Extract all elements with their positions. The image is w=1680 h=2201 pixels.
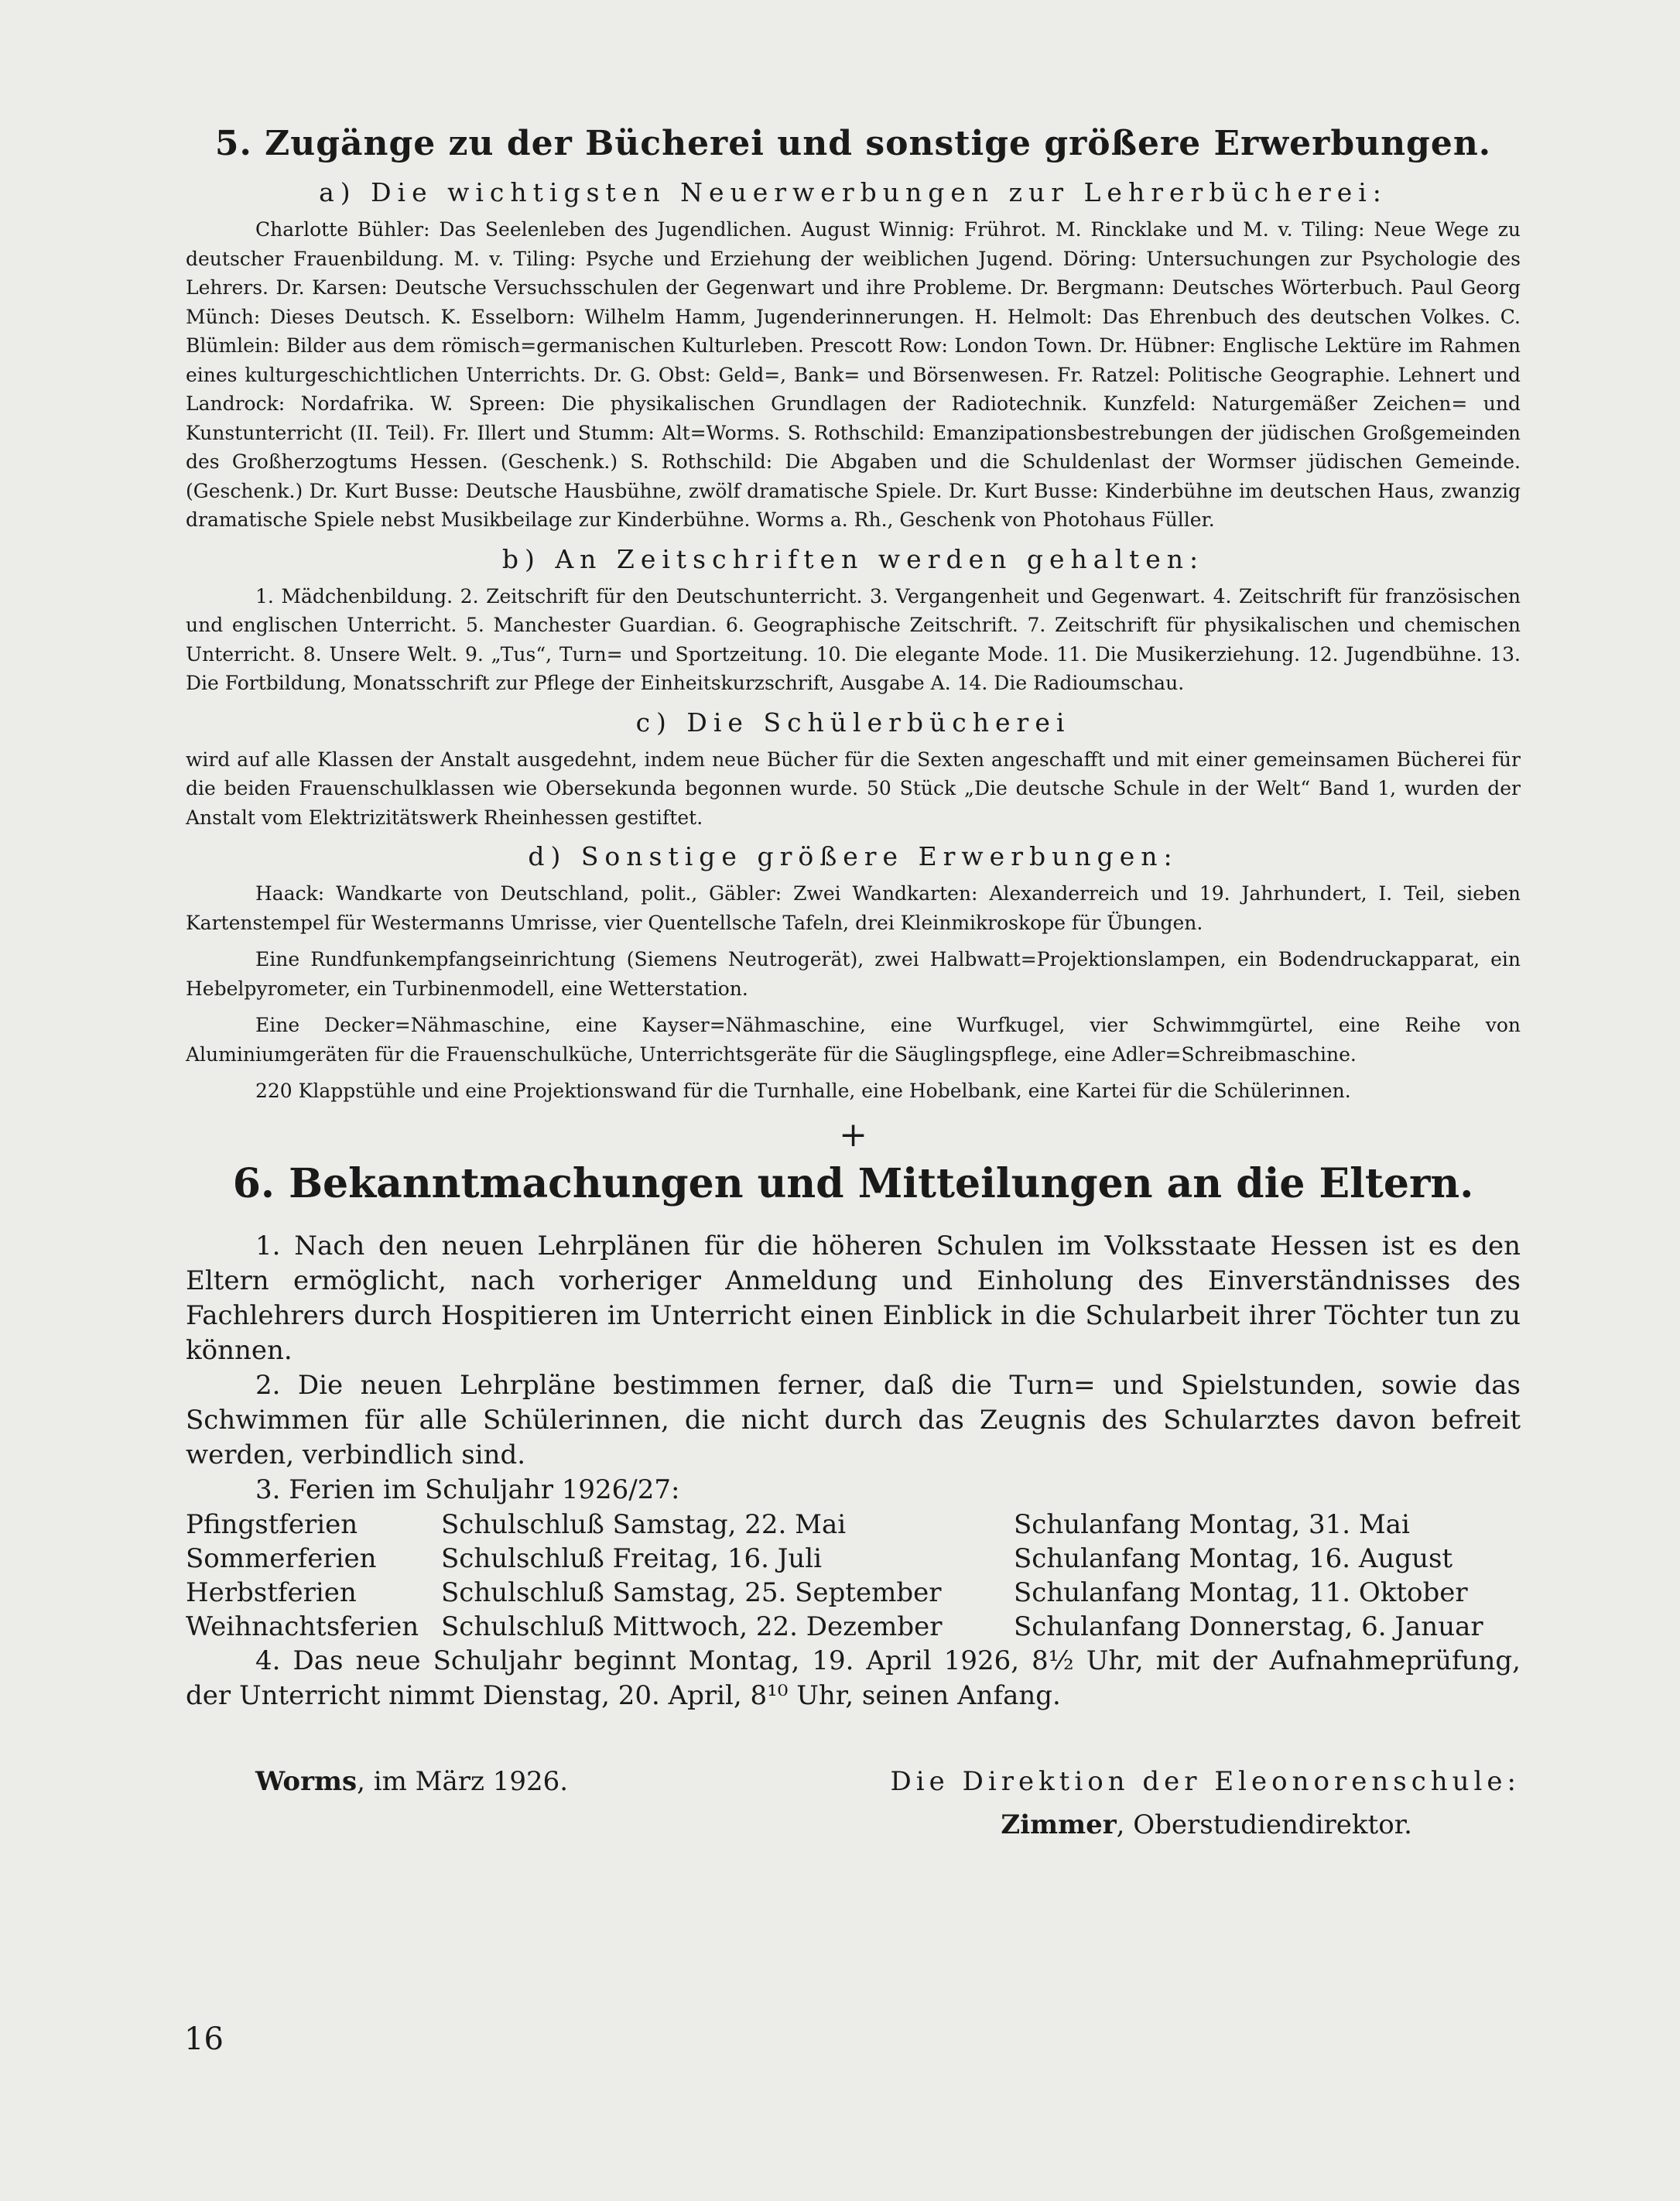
ferien-schulanfang: Schulanfang Montag, 16. August	[1014, 1542, 1453, 1574]
section-6-title: 6. Bekanntmachungen und Mitteilungen an die Eltern.	[232, 1159, 1474, 1207]
subsection-c-heading: c) Die Schülerbücherei	[635, 707, 1071, 738]
page-number: 16	[184, 2021, 224, 2057]
subsection-d-paragraph: Haack: Wandkarte von Deutschland, polit., Gäbler: Zwei Wandkarten: Alexanderreich und 19. Jahrhundert, I. Teil, sieben Kartenstempel für Westermanns Umrisse, vier Quentellsche Tafeln, drei Kleinmikroskope für Übungen.	[186, 882, 1521, 934]
notice-paragraph-1: 1. Nach den neuen Lehrplänen für die höheren Schulen im Volksstaate Hessen ist es den Eltern ermöglicht, nach vorheriger Anmeldung und Einholung des Einverständnisses des Fachlehrers durch Hospitieren im Unterricht einen Einblick in die Schularbeit ihrer Töchter tun zu können.	[186, 1230, 1521, 1366]
ferien-schulschluss: Schulschluß Samstag, 22. Mai	[441, 1508, 847, 1540]
ferien-schulanfang: Schulanfang Montag, 11. Oktober	[1014, 1576, 1468, 1608]
ferien-schulanfang: Schulanfang Donnerstag, 6. Januar	[1014, 1611, 1483, 1642]
date-text: , im März 1926.	[357, 1765, 569, 1797]
table-row	[186, 1576, 1521, 1610]
subsection-d-paragraph: Eine Decker=Nähmaschine, eine Kayser=Nähmaschine, eine Wurfkugel, vier Schwimmgürtel, eine Reihe von Aluminiumgeräten für die Frauenschulküche, Unterrichtsgeräte für die Säuglingspflege, eine Adler=Schreibmaschine.	[186, 1014, 1521, 1066]
signature-block	[186, 1766, 1521, 1851]
notice-paragraph-4: 4. Das neue Schuljahr beginnt Montag, 19. April 1926, 8½ Uhr, mit der Aufnahmeprüfung, der Unterricht nimmt Dienstag, 20. April, 8¹⁰ Uhr, seinen Anfang.	[186, 1645, 1521, 1711]
school-direction: Die Direktion der Eleonorenschule:	[890, 1765, 1521, 1797]
place-date	[255, 1766, 568, 1797]
subsection-c-text: wird auf alle Klassen der Anstalt ausgedehnt, indem neue Bücher für die Sexten angeschafft und mit einer gemeinsamen Bücherei für die beiden Frauenschulklassen wie Obersekunda begonnen wurde. 50 Stück „Die deutsche Schule in der Welt“ Band 1, wurden der Anstalt vom Elektrizitätswerk Rheinhessen gestiftet.	[186, 748, 1521, 829]
table-row	[186, 1542, 1521, 1576]
notice-paragraph-2: 2. Die neuen Lehrpläne bestimmen ferner, daß die Turn= und Spielstunden, sowie das Schwimmen für alle Schülerinnen, die nicht durch das Zeugnis des Schularztes davon befreit werden, verbindlich sind.	[186, 1369, 1521, 1470]
signatory-title: , Oberstudiendirektor.	[1116, 1809, 1412, 1840]
ferien-name: Weihnachtsferien	[186, 1611, 419, 1642]
subsection-d-paragraph: 220 Klappstühle und eine Projektionswand für die Turnhalle, eine Hobelbank, eine Kartei für die Schülerinnen.	[255, 1080, 1351, 1102]
ferien-table	[186, 1508, 1521, 1644]
page-content	[186, 124, 1521, 1851]
subsection-d-paragraph: Eine Rundfunkempfangseinrichtung (Siemens Neutrogerät), zwei Halbwatt=Projektionslampen, ein Bodendruckapparat, ein Hebelpyrometer, ein Turbinenmodell, eine Wetterstation.	[186, 948, 1521, 1000]
signatory-name: Zimmer	[1001, 1809, 1117, 1840]
ferien-schulanfang: Schulanfang Montag, 31. Mai	[1014, 1508, 1410, 1540]
signatory	[1001, 1809, 1412, 1840]
subsection-a-heading: a) Die wichtigsten Neuerwerbungen zur Lehrerbücherei:	[319, 177, 1387, 207]
subsection-b-text: 1. Mädchenbildung. 2. Zeitschrift für den Deutschunterricht. 3. Vergangenheit und Gegenwart. 4. Zeitschrift für französischen und englischen Unterricht. 5. Manchester Guardian. 6. Geographische Zeitschrift. 7. Zeitschrift für physikalischen und chemischen Unterricht. 8. Unsere Welt. 9. „Tus“, Turn= und Sportzeitung. 10. Die elegante Mode. 11. Die Musikerziehung. 12. Jugendbühne. 13. Die Fortbildung, Monatsschrift zur Pflege der Einheitskurzschrift, Ausgabe A. 14. Die Radioumschau.	[186, 584, 1521, 694]
table-row	[186, 1610, 1521, 1644]
place-name: Worms	[255, 1765, 358, 1797]
ferien-heading: 3. Ferien im Schuljahr 1926/27:	[255, 1474, 680, 1505]
ferien-name: Herbstferien	[186, 1576, 357, 1608]
subsection-b-heading: b) An Zeitschriften werden gehalten:	[501, 543, 1205, 574]
section-5-title: 5. Zugänge zu der Bücherei und sonstige größere Erwerbungen.	[214, 124, 1492, 163]
ferien-name: Sommerferien	[186, 1542, 377, 1574]
ferien-schulschluss: Schulschluß Samstag, 25. September	[441, 1576, 942, 1608]
ferien-schulschluss: Schulschluß Mittwoch, 22. Dezember	[441, 1611, 943, 1642]
cross-divider: +	[839, 1114, 867, 1155]
subsection-d-heading: d) Sonstige größere Erwerbungen:	[528, 841, 1179, 871]
subsection-a-text: Charlotte Bühler: Das Seelenleben des Jugendlichen. August Winnig: Frührot. M. Rincklake und M. v. Tiling: Neue Wege zu deutscher Frauenbildung. M. v. Tiling: Psyche und Erziehung der weiblichen Jugend. Döring: Untersuchungen zur Psychologie des Lehrers. Dr. Karsen: Deutsche Versuchsschulen der Gegenwart und ihre Probleme. Dr. Bergmann: Deutsches Wörterbuch. Paul Georg Münch: Dieses Deutsch. K. Esselborn: Wilhelm Hamm, Jugenderinnerungen. H. Helmolt: Das Ehrenbuch des deutschen Volkes. C. Blümlein: Bilder aus dem römisch=germanischen Kulturleben. Prescott Row: London Town. Dr. Hübner: Englische Lektüre im Rahmen eines kulturgeschichtlichen Unterrichts. Dr. G. Obst: Geld=, Bank= und Börsenwesen. Fr. Ratzel: Politische Geographie. Lehnert und Landrock: Nordafrika. W. Spreen: Die physikalischen Grundlagen der Radiotechnik. Kunzfeld: Naturgemäßer Zeichen= und Kunstunterricht (II. Teil). Fr. Illert und Stumm: Alt=Worms. S. Rothschild: Emanzipationsbestrebungen der jüdischen Großgemeinden des Großherzogtums Hessen. (Geschenk.) S. Rothschild: Die Abgaben und die Schuldenlast der Wormser jüdischen Gemeinde. (Geschenk.) Dr. Kurt Busse: Deutsche Hausbühne, zwölf dramatische Spiele. Dr. Kurt Busse: Kinderbühne im deutschen Haus, zwanzig dramatische Spiele nebst Musikbeilage zur Kinderbühne. Worms a. Rh., Geschenk von Photohaus Füller.	[186, 218, 1521, 531]
table-row	[186, 1508, 1521, 1542]
ferien-name: Pfingstferien	[186, 1508, 358, 1540]
ferien-schulschluss: Schulschluß Freitag, 16. Juli	[441, 1542, 822, 1574]
